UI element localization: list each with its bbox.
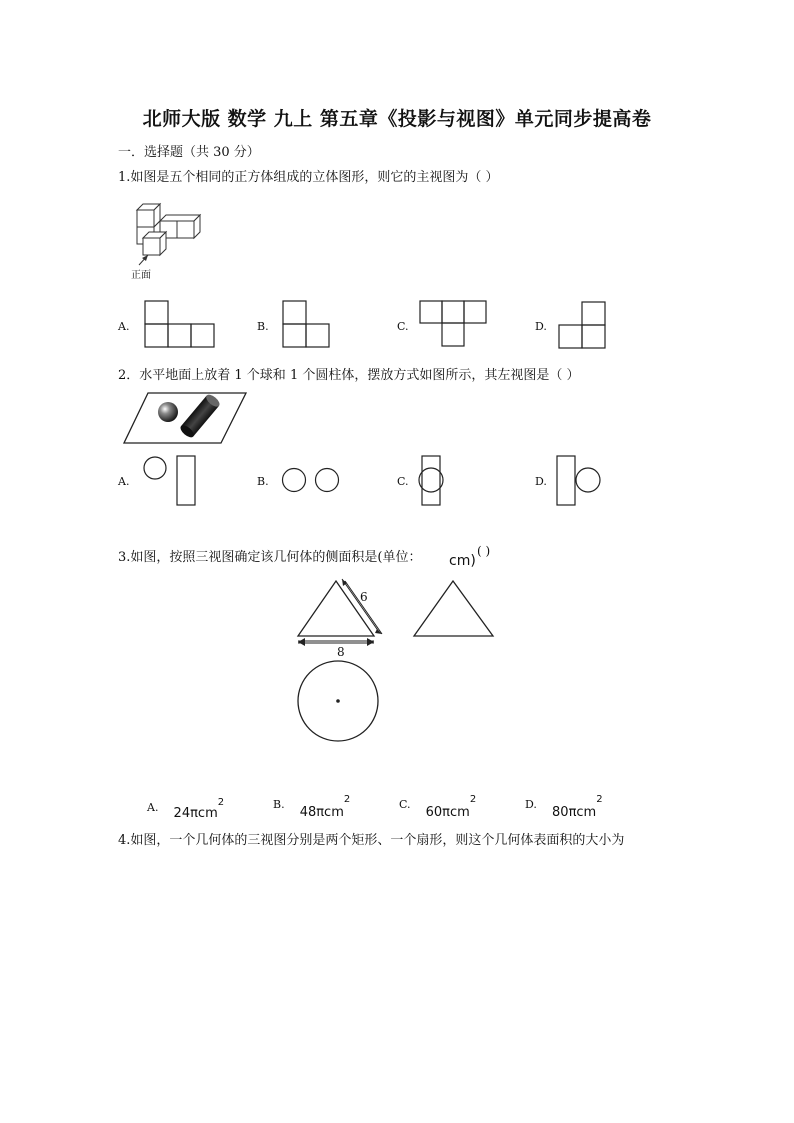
section-heading: 一．选择题（共 30 分）: [118, 145, 260, 160]
ball: [158, 402, 178, 422]
question-4-text: 4.如图，一个几何体的三视图分别是两个矩形、一个扇形，则这个几何体表面积的大小为: [118, 833, 625, 848]
q1-option-c-figure[interactable]: [419, 300, 491, 348]
q3-option-a-sup: 2: [217, 796, 225, 808]
q2-option-a-label[interactable]: A.: [118, 475, 130, 488]
dimension-base-label: 8: [337, 645, 345, 659]
three-view-figure: [290, 580, 500, 745]
q3-option-b-value: 48πcm: [299, 805, 344, 820]
q1-option-b-label[interactable]: B.: [257, 320, 269, 333]
q2-option-b-figure[interactable]: [281, 467, 343, 495]
q1-option-d-label[interactable]: D.: [535, 320, 547, 333]
question-3-text: 3.如图，按照三视图确定该几何体的侧面积是(单位：: [118, 550, 422, 565]
question-2-text: 2．水平地面上放着 1 个球和 1 个圆柱体，摆放方式如图所示，其左视图是（ ）: [118, 368, 580, 383]
q3-option-d-value: 80πcm: [552, 805, 597, 820]
side-view-triangle: [414, 581, 493, 636]
q3-option-b-letter: B.: [273, 798, 285, 811]
q3-option-b-sup: 2: [343, 793, 351, 805]
q3-option-c-value: 60πcm: [425, 805, 470, 820]
center-dot: [336, 699, 340, 703]
q3-option-a[interactable]: [147, 796, 225, 821]
q3-option-c-letter: C.: [399, 798, 411, 811]
question-1-text: 1.如图是五个相同的正方体组成的立体图形，则它的主视图为（ ）: [118, 170, 499, 185]
q3-option-c-sup: 2: [469, 793, 477, 805]
ground-plane: [124, 393, 246, 443]
q1-option-b-figure[interactable]: [282, 300, 332, 348]
dimension-slant-label: 6: [360, 590, 368, 604]
ball-cylinder-figure: [123, 392, 248, 447]
q2-option-c-figure[interactable]: [418, 455, 448, 507]
q1-option-a-label[interactable]: A.: [118, 320, 130, 333]
q3-option-a-value: 24πcm: [173, 806, 218, 821]
q2-option-d-figure[interactable]: [555, 455, 605, 507]
front-label: 正面: [131, 270, 151, 281]
q3-option-d-letter: D.: [525, 798, 537, 811]
q3-option-d-sup: 2: [596, 793, 603, 805]
question-3-answer-paren: ( ): [477, 544, 491, 558]
q1-option-a-figure[interactable]: [144, 300, 218, 348]
q1-option-d-figure[interactable]: [558, 301, 610, 349]
q2-option-b-label[interactable]: B.: [257, 475, 269, 488]
q2-option-d-label[interactable]: D.: [535, 475, 547, 488]
q2-option-a-figure[interactable]: [142, 455, 200, 507]
q1-option-c-label[interactable]: C.: [397, 320, 409, 333]
page-title: 北师大版 数学 九上 第五章《投影与视图》单元同步提高卷: [142, 108, 652, 130]
q3-option-a-letter: A.: [147, 801, 159, 814]
q2-option-c-label[interactable]: C.: [397, 475, 409, 488]
question-3-unit: cm): [449, 553, 476, 569]
